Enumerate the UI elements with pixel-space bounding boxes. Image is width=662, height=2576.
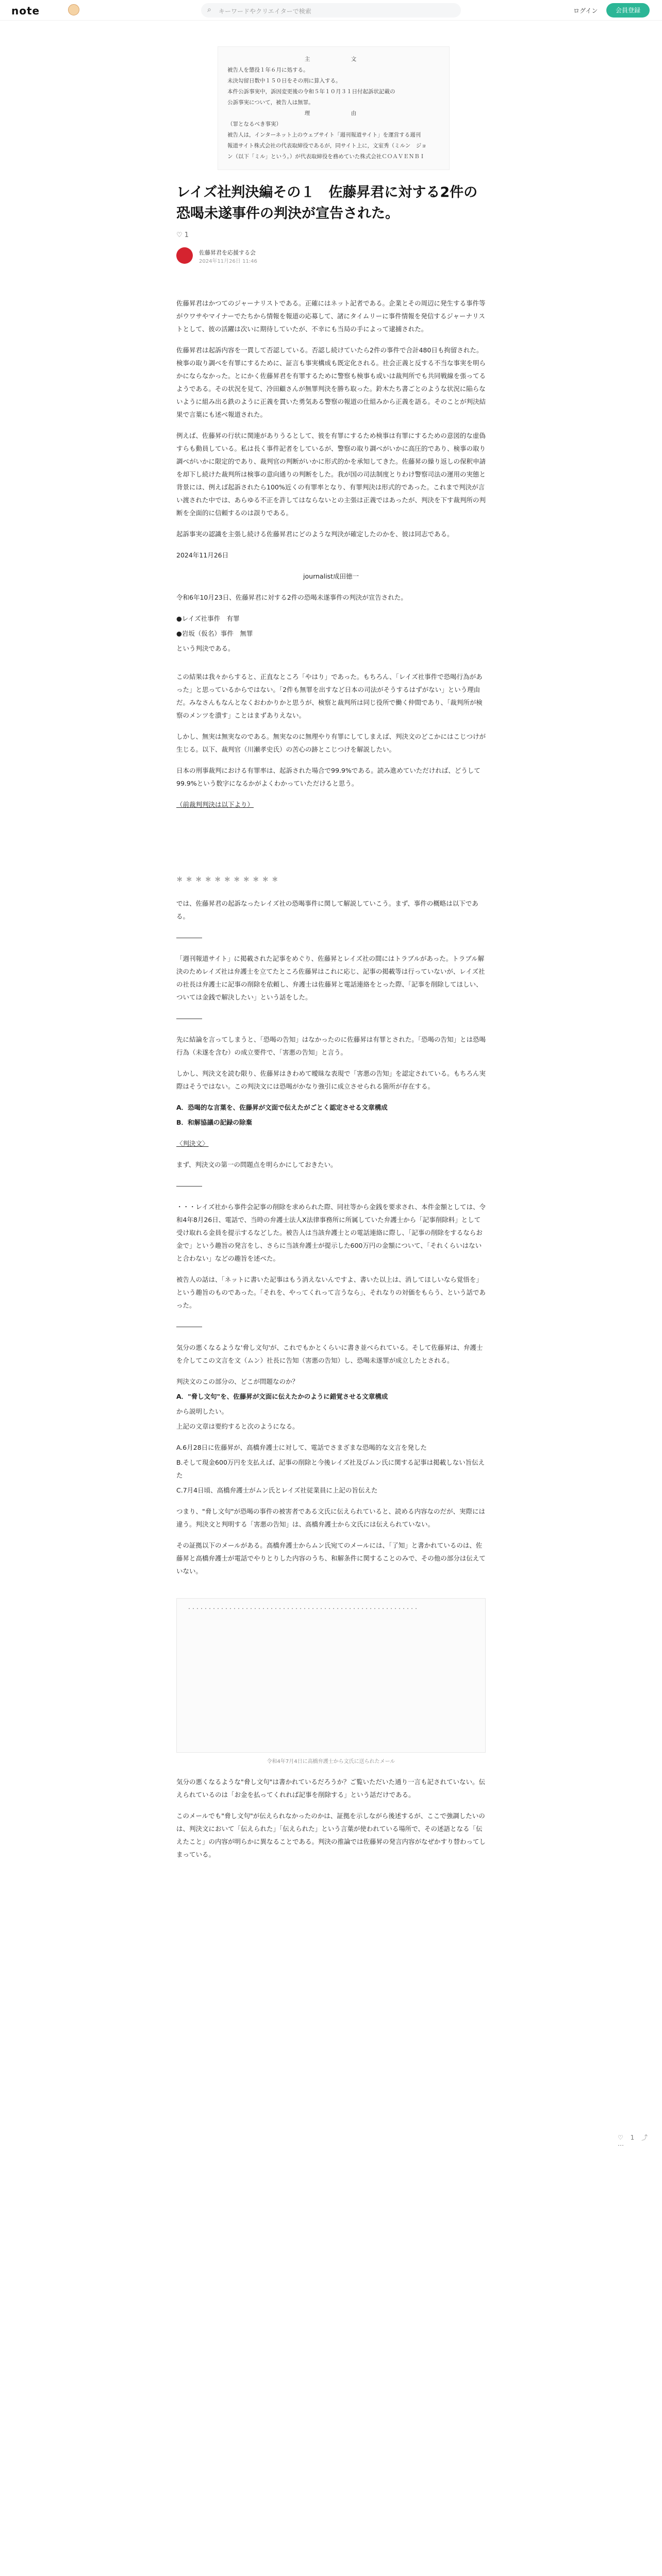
heart-icon[interactable]: ♡ <box>618 2134 623 2141</box>
signature-date: 2024年11月26日 <box>176 551 229 559</box>
paragraph: この結果は我々からすると、正直なところ「やはり」であった。もちろん、「レイズ社事件で恐喝行為があった」と思っているからではない。「2件も無罪を出すなど日本の司法がそうするはずがない」という理由だ。みなさんもなんとなくおわかりかと思うが、検察と裁判所は同じ役所で働く仲間であり、「裁判所が検察のメンツを潰す」ことはまずありえない。 <box>176 673 483 719</box>
search-placeholder: キーワードやクリエイターで検索 <box>219 8 311 15</box>
paragraph: このメールでも"脅し文句"が伝えられなかったのかは、証拠を示しながら後述するが、ここで強調したいのは、判決文において「伝えられた」「伝えられた」という言葉が使われている場所で、その述語となる「伝えたこと」の内容が明らかに異なることである。判決の推論では佐藤昇の発言内容がなぜかすり替わってしまっている。 <box>176 1812 486 1858</box>
doc-line: 公訴事実について，被告人は無罪。 <box>227 99 314 106</box>
doc-line: 被告人を懲役１年６月に処する。 <box>227 67 309 73</box>
separator-line: ―――― <box>176 1182 202 1190</box>
separator-line: ―――― <box>176 1014 202 1022</box>
paragraph: 佐藤昇君は起訴内容を一貫して否認している。否認し続けていたら2件の事件で合計480日も拘留された。検事の取り調べを有罪にするために、証言も事実構成も既定化される。社会正義と反する不当な事実を明らかにならなかった。とにかく佐藤昇君を有罪するために警察も検事も或いは裁判所でも共同戦線を張ってるようである。その状況を見て、冷田顧さんが無罪判決を勝ち取った。鈴木たち書ごとのような状況に陥らないように組み出る鉄のように正義を貫いた勇気ある警察の報道の仕組みから正義を語る。そのことが判決結果で言葉にも述べ報道された。 <box>176 346 486 418</box>
timeline-item: B.そして現金600万円を支払えば、記事の削除と今後レイズ社及びムン氏に関する記事は掲載しない旨伝えた <box>176 1459 485 1479</box>
paragraph: 気分の悪くなるような"脅し文句"は書かれているだろうか？ご覧いただいた通り一言も記されていない。伝えられているのは「お金を払ってくれれば記事を削除する」という話だけである。 <box>176 1778 486 1799</box>
author-block[interactable] <box>176 247 486 266</box>
paragraph: 佐藤昇君はかつてのジャーナリストである。正確にはネット記者である。企業とその周辺に発生する事件等がウワサやマイナーでたちから情報を報道の応募して、諸にタイムリーに事件情報を発信するジャーナリストとして、彼の活躍は次いに期待していたが、不幸にも当局の手によって逮捕された。 <box>176 299 486 333</box>
login-link[interactable]: ログイン <box>573 7 598 14</box>
note-logo[interactable]: note <box>11 5 40 17</box>
paragraph: 気分の悪くなるような'脅し文句'が、これでもかとくらいに書き並べられている。そして佐藤昇は、弁護士を介してこの文言を文（ムン）社長に告知（害悪の告知）し、恐喝未遂罪が成立したとされる。 <box>176 1344 483 1364</box>
doc-line: （罪となるべき事実） <box>227 121 282 127</box>
side-like-count: 1 <box>630 2134 635 2141</box>
author-name[interactable]: 佐藤昇君を応援する会 <box>199 249 256 256</box>
paragraph: 先に結論を言ってしまうと、「恐喝の告知」はなかったのに佐藤昇は有罪とされた。「恐喝の告知」とは恐喝行為（未遂を含む）の成立要件で、「害悪の告知」と言う。 <box>176 1036 486 1056</box>
heart-icon[interactable]: ♡ <box>176 231 183 239</box>
court-document-image <box>218 46 450 170</box>
article-title: レイズ社判決編その１ 佐藤昇君に対する2件の恐喝未遂事件の判決が宣告された。 <box>176 184 478 222</box>
paragraph: しかし、無実は無実なのである。無実なのに無理やり有罪にしてしまえば、判決文のどこかにはこじつけが生じる。以下、裁判官（川瀬孝史氏）の苦心の跡とこじつけを解説したい。 <box>176 733 486 753</box>
paragraph: 起訴事実の認識を主張し続ける佐藤昇君にどのような判決が確定したのかを、彼は同志である。 <box>176 530 454 538</box>
publish-date: 2024年11月26日 11:46 <box>199 259 257 264</box>
scan-text-block: ・・・・・・・・・・・・・・・・・・・・・・・・・・・・・・・・・・・・・・・・・・・・・・・・・・・・・・・・ <box>187 1606 418 1611</box>
paragraph: 「週刊報道サイト」に掲載された記事をめぐり、佐藤昇とレイズ社の間にはトラブルがあった。トラブル解決のためレイズ社は弁護士を立てたところ佐藤昇はこれに応じ、記事の掲載等は行っていないが、レイズ社の社長は弁護士に記事の削除を依頼し、弁護士は佐藤昇と電話連絡をとった際、「記事を削除してほしい、ついては金銭で解決したい」という話をした。 <box>176 955 485 1001</box>
paragraph: ・・・レイズ社から事件会記事の削除を求められた際、同社等から金銭を要求され、本件金額としては、令和4年8月26日、電話で、当時の弁護士法人X法律事務所に所属していた弁護士から「記事削除料」として受け取れる金員を提示するなどした。被告人は当該弁護士との電話連絡に際し、「記事の削除をするならお金で」という趣旨の発言をし、さらに当該弁護士が提示した600万円の金額について、「それくらいはないと合わない」などの趣旨を述べた。 <box>176 1203 486 1262</box>
section-divider: ＊＊＊＊＊＊＊＊＊＊＊ <box>176 875 282 883</box>
search-icon: ⌕ <box>207 6 211 14</box>
point-a: A．恐喝的な言葉を、佐藤昇が文面で伝えたがごとく認定させる文章構成 <box>176 1104 388 1111</box>
separator-line: ―――― <box>176 1323 202 1330</box>
search-box[interactable] <box>201 3 461 18</box>
paragraph: という判決である。 <box>176 645 235 652</box>
doc-heading: 理 由 <box>304 110 363 116</box>
verdict-item: ●レイズ社事件 有罪 <box>176 615 240 622</box>
previous-verdict-link[interactable]: （前裁判判決は以下より） <box>176 801 254 808</box>
email-scan-image <box>176 1598 486 1753</box>
signature-name: journalist成田徳一 <box>303 572 359 580</box>
signup-button[interactable]: 会員登録 <box>606 3 650 18</box>
paragraph: では、佐藤昇君の起訴なったレイズ社の恐喝事件に関して解説していこう。まず、事件の概略は以下である。 <box>176 900 478 920</box>
paragraph: 令和6年10月23日、佐藤昇君に対する2件の恐喝未遂事件の判決が宣告された。 <box>176 594 407 601</box>
doc-line: 未決勾留日数中１５０日をその刑に算入する。 <box>227 78 341 84</box>
author-avatar[interactable] <box>176 247 193 264</box>
doc-heading: 主 文 <box>304 56 363 62</box>
more-icon[interactable]: ⋯ <box>618 2142 624 2149</box>
paragraph: 上記の文章は要約すると次のようになる。 <box>176 1422 299 1430</box>
paragraph: 例えば、佐藤昇の行状に関連がありうるとして、彼を有罪にするため検事は有罪にするための意図的な虚偽すらも動員している。私は長く事件記者をしているが、警察の取り調べがいかに高圧的であり、検事の取り調べがいかに限定的であり、裁判官の判断がいかに形式的かを承知してきた。佐藤昇の繰り返しの保釈申請を却下し続けた裁判所は検事の意向通りの判断をした。我が国の司法制度とりわけ警察司法の運用の実態と背景には、例えば起訴されたら100%近くの有罪率となり、有罪判決は形式的であった。これまで判決が言い渡された中では、あらゆる不正を許してはならないとの主張は正義ではあったが、判決を下す裁判所の判断を全面的に信頼するのは誤りである。 <box>176 432 486 517</box>
like-count: 1 <box>184 231 189 239</box>
article-body <box>176 297 486 1861</box>
doc-line: ン（以下「ミル」という。）が代表取締役を務めていた株式会社ＣＯＡＶＥＮＢＩ <box>227 154 425 160</box>
timeline-item: A.6月28日に佐藤昇が、高橋弁護士に対して、電話でさまざまな恐喝的な文言を発した <box>176 1444 427 1451</box>
doc-line: 本件公訴事実中，訴因変更後の令和５年１０月３１日付起訴状記載の <box>227 89 395 95</box>
paragraph: 被告人の話は、「ネットに書いた記事はもう消えないんですよ、書いた以上は、消してほしいなら覚悟を」という趣旨のものであった。「それを、やってくれって言うなら」、それなりの対価をもらう、という話であった。 <box>176 1276 486 1309</box>
article-column <box>176 46 486 1869</box>
paragraph: その証拠以下のメールがある。高橋弁護士からムン氏宛てのメールには、「了知」と書かれているのは、佐藤昇と高橋弁護士が電話でやりとりした内容のうち、和解条件に関することのみで、その他の部分は伝えていない。 <box>176 1541 486 1575</box>
paragraph: つまり、"脅し文句"が恐喝の事件の被害者である文氏に伝えられていると、読める内容なのだが、実際には違う。判決文と判明する「害悪の告知」は、高橋弁護士から文氏には伝えられていない。 <box>176 1507 486 1528</box>
paragraph: まず、判決文の第一の問題点を明らかにしておきたい。 <box>176 1161 337 1168</box>
brand-badge-icon <box>68 4 79 15</box>
paragraph: しかし、判決文を読む限り、佐藤昇はきわめて曖昧な表現で「害悪の告知」を認定されている。もちろん実際はそうではない。この判決文には恐喝がかなり強引に成立させられる箇所が存在する。 <box>176 1070 486 1090</box>
point-b: B．和解協議の記録の除棄 <box>176 1118 253 1126</box>
floating-actions <box>618 2133 657 2149</box>
doc-line: 被告人は，インターネット上のウェブサイト「週刊報道サイト」を運営する週刊 <box>227 132 421 138</box>
like-row <box>176 231 486 239</box>
image-caption: 令和4年7月4日に高橋弁護士から文氏に送られたメール <box>267 1759 395 1765</box>
judgment-heading: 〈判決文〉 <box>176 1140 209 1147</box>
paragraph: から説明したい。 <box>176 1408 228 1415</box>
site-header <box>0 0 662 21</box>
doc-line: 報道サイト株式会社の代表取締役であるが，同サイト上に，文室秀（ミルン ジョ <box>227 143 427 149</box>
point-a-repeat: A．"脅し文句"を、佐藤昇が文面に伝えたかのように錯覚させる文章構成 <box>176 1393 388 1400</box>
verdict-item: ●岩坂（仮名）事件 無罪 <box>176 630 253 637</box>
separator-line: ―――― <box>176 934 202 941</box>
paragraph: 日本の刑事裁判における有罪率は、起訴された場合で99.9%である。読み進めていただければ、どうして99.9%という数字になるかがよくわかっていただけると思う。 <box>176 767 481 787</box>
paragraph: 判決文のこの部分の、どこが問題なのか？ <box>176 1378 299 1385</box>
share-icon[interactable]: ⤴ <box>641 2134 648 2141</box>
timeline-item: C.7月4日頃、高橋弁護士がムン氏とレイズ社従業員に上記の旨伝えた <box>176 1486 378 1494</box>
